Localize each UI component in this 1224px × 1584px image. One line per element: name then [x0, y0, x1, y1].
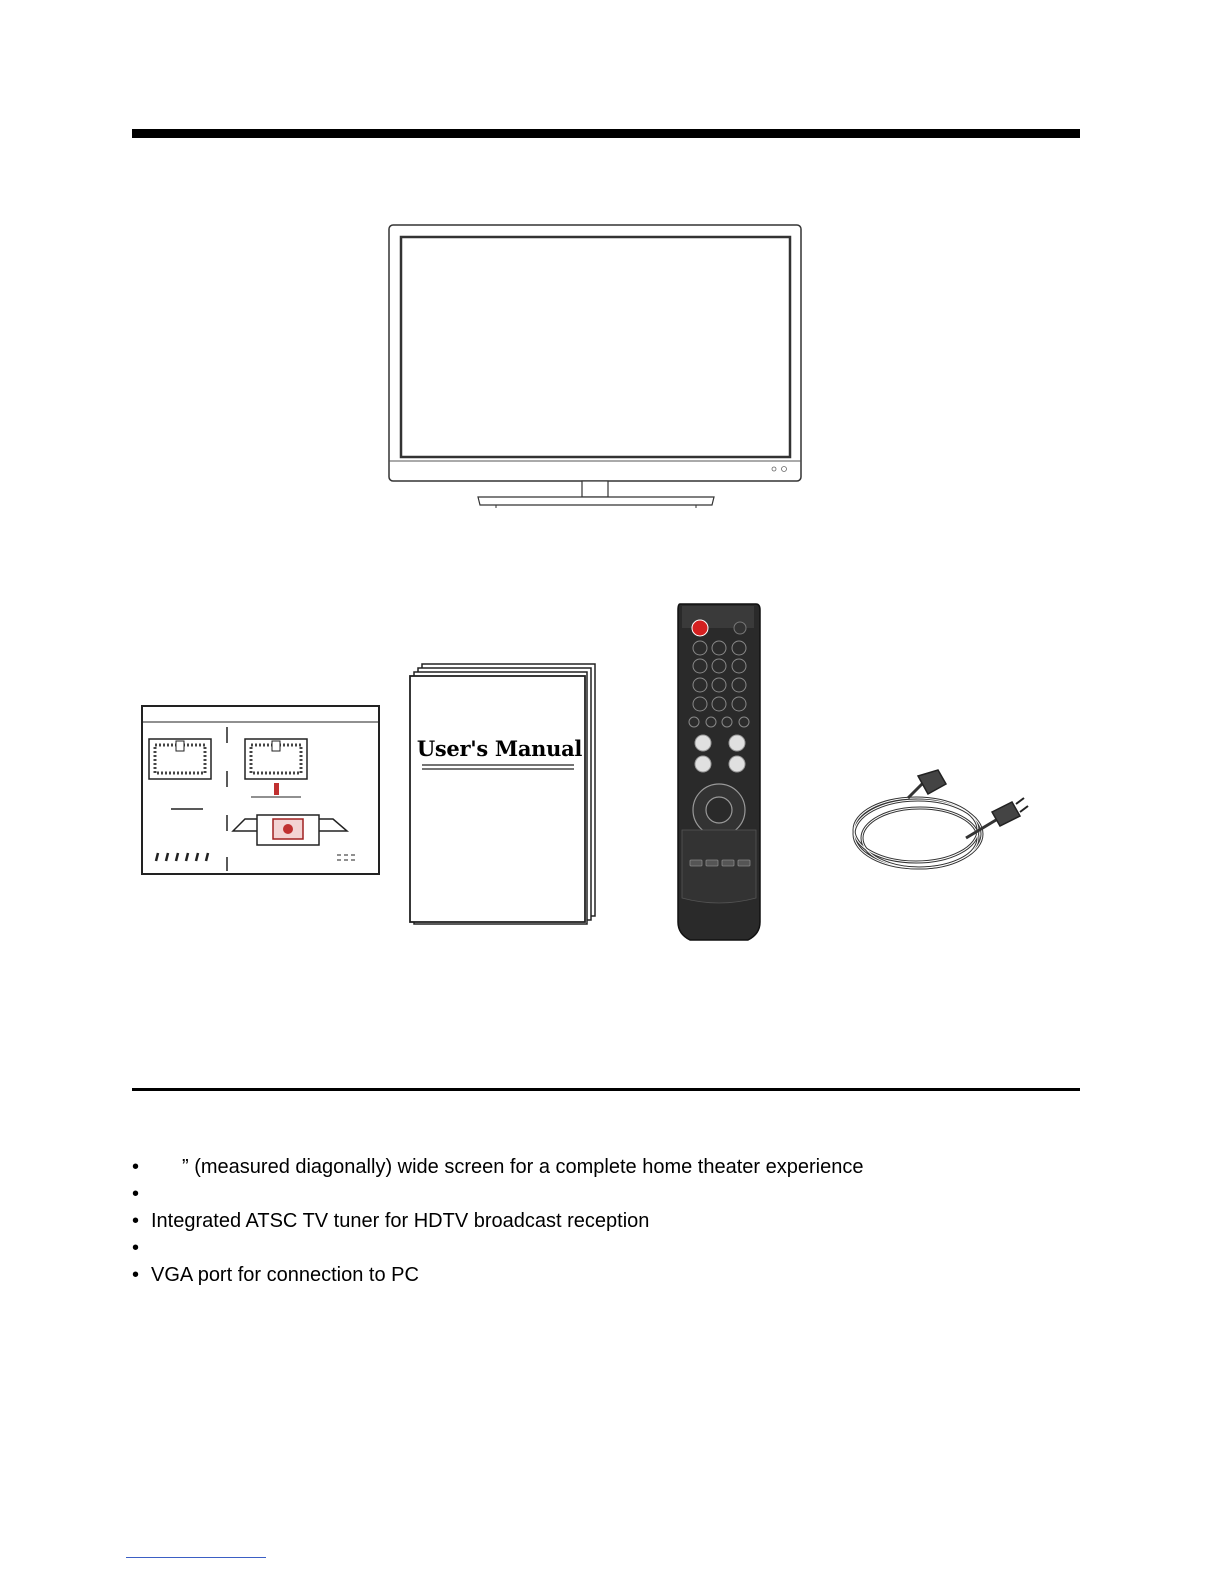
user-manual-illustration [408, 662, 598, 926]
section-divider-top [132, 129, 1080, 138]
feature-item: • [132, 1237, 140, 1259]
footer-link-underline [126, 1557, 266, 1558]
power-cord-illustration [846, 768, 1030, 890]
tv-illustration [386, 222, 806, 512]
section-divider-features [132, 1088, 1080, 1091]
feature-item: • VGA port for connection to PC [132, 1264, 419, 1286]
user-manual-title: User's Manual [416, 736, 583, 761]
feature-item: • Integrated ATSC TV tuner for HDTV broadcast reception [132, 1210, 650, 1232]
feature-list [132, 1154, 1080, 1289]
remote-control-illustration [676, 602, 762, 942]
feature-item: • ” (measured diagonally) wide screen for a complete home theater experience [132, 1156, 864, 1178]
feature-item: • [132, 1183, 140, 1205]
quick-setup-guide-illustration [141, 705, 381, 877]
